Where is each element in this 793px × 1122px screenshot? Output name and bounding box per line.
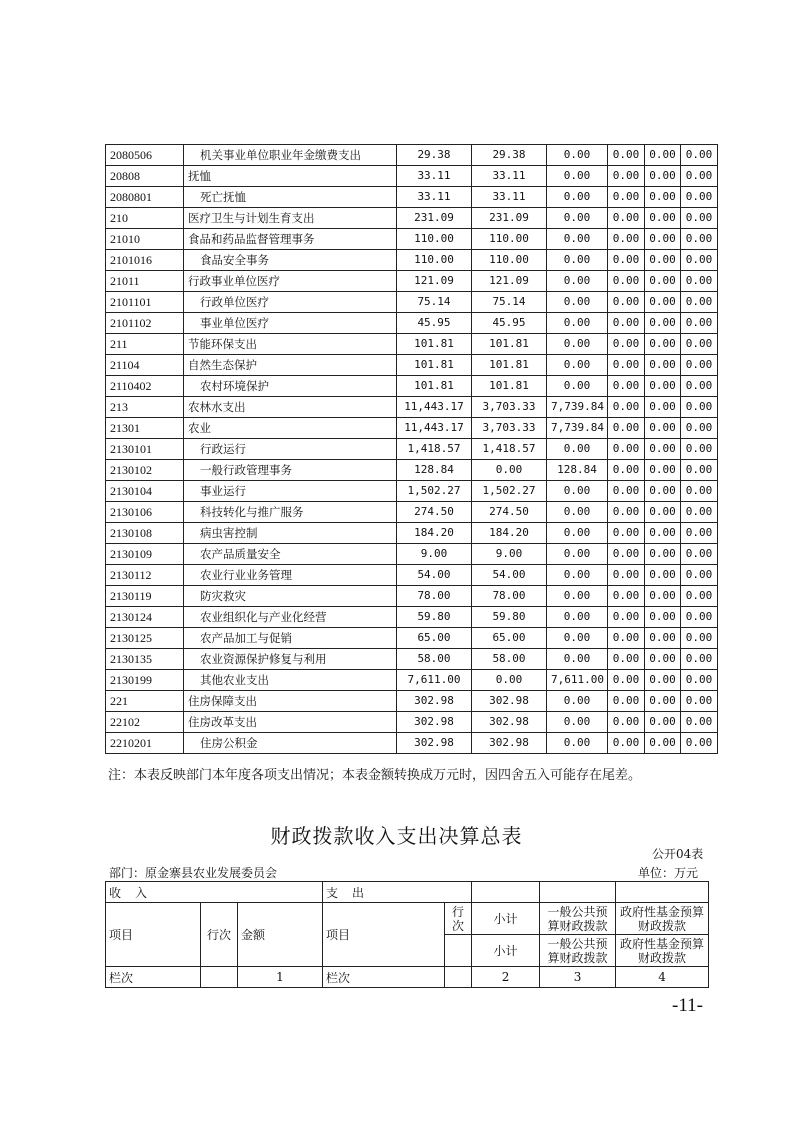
income-item-header: 项目 (106, 903, 201, 967)
amount-cell: 0.00 (608, 397, 645, 418)
amount-cell: 0.00 (681, 145, 718, 166)
amount-cell: 0.00 (608, 523, 645, 544)
income-label: 收入 (109, 885, 162, 900)
amount-cell: 0.00 (681, 292, 718, 313)
amount-cell: 7,739.84 (547, 397, 608, 418)
subject-code: 2130101 (106, 439, 184, 460)
subject-code: 2130135 (106, 649, 184, 670)
amount-cell: 9.00 (397, 544, 472, 565)
amount-cell: 0.00 (547, 544, 608, 565)
subject-code: 21301 (106, 418, 184, 439)
amount-cell: 0.00 (645, 544, 681, 565)
table-row (106, 565, 718, 586)
amount-cell: 54.00 (397, 565, 472, 586)
table-row (106, 691, 718, 712)
amount-cell: 0.00 (681, 397, 718, 418)
amount-cell: 3,703.33 (472, 397, 547, 418)
amount-cell: 0.00 (608, 313, 645, 334)
amount-cell: 0.00 (645, 523, 681, 544)
section-title: 财政拨款收入支出决算总表 (270, 824, 523, 848)
amount-cell: 0.00 (547, 334, 608, 355)
amount-cell: 0.00 (608, 187, 645, 208)
column-number: 2 (472, 967, 540, 988)
amount-cell: 54.00 (472, 565, 547, 586)
subject-name: 一般行政管理事务 (184, 460, 397, 481)
amount-cell: 0.00 (547, 691, 608, 712)
amount-cell: 7,739.84 (547, 418, 608, 439)
table-row (106, 271, 718, 292)
amount-cell: 0.00 (608, 229, 645, 250)
amount-cell: 0.00 (645, 628, 681, 649)
amount-cell: 0.00 (608, 418, 645, 439)
column-number: 1 (238, 967, 323, 988)
amount-cell: 0.00 (547, 313, 608, 334)
amount-cell: 0.00 (608, 670, 645, 691)
amount-cell: 0.00 (681, 544, 718, 565)
amount-cell: 302.98 (397, 733, 472, 754)
subject-code: 2130199 (106, 670, 184, 691)
column-number: 3 (540, 967, 616, 988)
amount-cell: 0.00 (645, 355, 681, 376)
amount-cell: 0.00 (645, 691, 681, 712)
general-budget-header: 一般公共预算财政拨款 (540, 935, 616, 967)
amount-cell: 0.00 (547, 481, 608, 502)
table-row (106, 481, 718, 502)
amount-cell: 0.00 (645, 586, 681, 607)
expense-row-no-header: 行次 (445, 903, 472, 935)
subject-code: 21010 (106, 229, 184, 250)
department-label: 部门：原金寨县农业发展委员会 (109, 866, 278, 880)
subject-name: 农产品加工与促销 (184, 628, 397, 649)
amount-cell: 0.00 (547, 229, 608, 250)
amount-cell: 0.00 (681, 481, 718, 502)
amount-cell: 0.00 (608, 271, 645, 292)
subject-name: 住房保障支出 (184, 691, 397, 712)
table-row (106, 208, 718, 229)
amount-cell: 0.00 (645, 460, 681, 481)
amount-cell: 0.00 (547, 649, 608, 670)
amount-cell: 1,418.57 (397, 439, 472, 460)
blank-cell (616, 882, 709, 903)
subject-name: 防灾救灾 (184, 586, 397, 607)
subject-code: 2130119 (106, 586, 184, 607)
subject-name: 抚恤 (184, 166, 397, 187)
amount-cell: 0.00 (547, 166, 608, 187)
amount-cell: 33.11 (397, 187, 472, 208)
amount-cell: 59.80 (397, 607, 472, 628)
amount-cell: 0.00 (681, 691, 718, 712)
amount-cell: 0.00 (472, 460, 547, 481)
table-row (106, 607, 718, 628)
subject-code: 2130108 (106, 523, 184, 544)
amount-cell: 0.00 (608, 460, 645, 481)
amount-cell: 128.84 (547, 460, 608, 481)
amount-cell: 0.00 (645, 145, 681, 166)
amount-cell: 33.11 (397, 166, 472, 187)
amount-cell: 0.00 (681, 523, 718, 544)
amount-cell: 0.00 (681, 313, 718, 334)
blank-cell (445, 935, 472, 967)
subject-name: 自然生态保护 (184, 355, 397, 376)
subject-code: 2130104 (106, 481, 184, 502)
amount-cell: 45.95 (472, 313, 547, 334)
amount-cell: 0.00 (608, 145, 645, 166)
column-row-label: 栏次 (323, 967, 445, 988)
table-row (106, 397, 718, 418)
subject-name: 机关事业单位职业年金缴费支出 (184, 145, 397, 166)
table-row (106, 145, 718, 166)
amount-cell: 0.00 (547, 187, 608, 208)
amount-cell: 0.00 (645, 649, 681, 670)
subject-code: 221 (106, 691, 184, 712)
blank-cell (201, 967, 238, 988)
amount-cell: 0.00 (681, 208, 718, 229)
amount-cell: 0.00 (608, 355, 645, 376)
amount-cell: 58.00 (397, 649, 472, 670)
subject-name: 农业资源保护修复与利用 (184, 649, 397, 670)
amount-cell: 110.00 (397, 229, 472, 250)
table-note: 注：本表反映部门本年度各项支出情况；本表金额转换成万元时，因四舍五入可能存在尾差。 (108, 768, 642, 783)
amount-cell: 0.00 (608, 586, 645, 607)
amount-cell: 29.38 (397, 145, 472, 166)
amount-cell: 0.00 (547, 523, 608, 544)
subject-code: 2080801 (106, 187, 184, 208)
amount-cell: 0.00 (681, 250, 718, 271)
amount-cell: 0.00 (608, 628, 645, 649)
amount-cell: 58.00 (472, 649, 547, 670)
table-row (106, 166, 718, 187)
subject-name: 死亡抚恤 (184, 187, 397, 208)
amount-cell: 0.00 (681, 355, 718, 376)
amount-cell: 121.09 (472, 271, 547, 292)
subject-name: 节能环保支出 (184, 334, 397, 355)
subject-code: 2080506 (106, 145, 184, 166)
subject-code: 2110402 (106, 376, 184, 397)
amount-cell: 0.00 (547, 628, 608, 649)
amount-cell: 302.98 (472, 691, 547, 712)
amount-cell: 0.00 (645, 313, 681, 334)
amount-cell: 11,443.17 (397, 397, 472, 418)
amount-cell: 302.98 (472, 733, 547, 754)
table-row (106, 502, 718, 523)
income-row-no-header: 行次 (201, 903, 238, 967)
subject-name: 医疗卫生与计划生育支出 (184, 208, 397, 229)
subject-name: 其他农业支出 (184, 670, 397, 691)
amount-cell: 101.81 (472, 376, 547, 397)
table-row (106, 712, 718, 733)
subject-code: 21011 (106, 271, 184, 292)
amount-cell: 0.00 (645, 712, 681, 733)
amount-cell: 0.00 (681, 439, 718, 460)
expenditure-table (105, 144, 718, 754)
amount-cell: 78.00 (472, 586, 547, 607)
subject-code: 20808 (106, 166, 184, 187)
table-row (106, 439, 718, 460)
fund-budget-header: 政府性基金预算财政拨款 (616, 935, 709, 967)
amount-cell: 0.00 (645, 250, 681, 271)
amount-cell: 0.00 (645, 670, 681, 691)
subject-name: 农村环境保护 (184, 376, 397, 397)
blank-cell (445, 967, 472, 988)
amount-cell: 33.11 (472, 166, 547, 187)
subject-code: 2101016 (106, 250, 184, 271)
amount-cell: 0.00 (547, 439, 608, 460)
table-row (106, 355, 718, 376)
amount-cell: 0.00 (645, 607, 681, 628)
table-row (106, 376, 718, 397)
amount-cell: 0.00 (547, 355, 608, 376)
amount-cell: 29.38 (472, 145, 547, 166)
page-number: -11- (672, 995, 703, 1016)
amount-cell: 0.00 (645, 481, 681, 502)
amount-cell: 274.50 (397, 502, 472, 523)
expense-label: 支出 (326, 885, 379, 900)
amount-cell: 0.00 (547, 376, 608, 397)
amount-cell: 0.00 (681, 460, 718, 481)
amount-cell: 101.81 (397, 355, 472, 376)
amount-cell: 231.09 (472, 208, 547, 229)
amount-cell: 110.00 (397, 250, 472, 271)
table-row (106, 649, 718, 670)
amount-cell: 0.00 (681, 187, 718, 208)
subject-name: 病虫害控制 (184, 523, 397, 544)
amount-cell: 184.20 (397, 523, 472, 544)
amount-cell: 110.00 (472, 229, 547, 250)
table-row (106, 544, 718, 565)
amount-cell: 3,703.33 (472, 418, 547, 439)
subject-code: 210 (106, 208, 184, 229)
form-number: 公开04表 (652, 847, 704, 861)
amount-cell: 0.00 (645, 733, 681, 754)
amount-cell: 0.00 (608, 439, 645, 460)
subject-name: 住房改革支出 (184, 712, 397, 733)
amount-cell: 0.00 (472, 670, 547, 691)
amount-cell: 0.00 (681, 418, 718, 439)
amount-cell: 0.00 (547, 271, 608, 292)
table-row (106, 523, 718, 544)
amount-cell: 101.81 (397, 334, 472, 355)
amount-cell: 0.00 (681, 712, 718, 733)
amount-cell: 0.00 (608, 502, 645, 523)
subject-code: 2101102 (106, 313, 184, 334)
amount-cell: 101.81 (397, 376, 472, 397)
amount-cell: 0.00 (547, 586, 608, 607)
amount-cell: 0.00 (547, 607, 608, 628)
amount-cell: 0.00 (608, 607, 645, 628)
table-row (106, 229, 718, 250)
subject-code: 2101101 (106, 292, 184, 313)
subtotal-header: 小计 (472, 935, 540, 967)
amount-cell: 0.00 (681, 229, 718, 250)
subject-name: 食品和药品监督管理事务 (184, 229, 397, 250)
table-row (106, 628, 718, 649)
amount-cell: 78.00 (397, 586, 472, 607)
amount-cell: 0.00 (681, 586, 718, 607)
amount-cell: 9.00 (472, 544, 547, 565)
table-row (106, 460, 718, 481)
amount-cell: 0.00 (608, 208, 645, 229)
amount-cell: 0.00 (681, 334, 718, 355)
table-row (106, 418, 718, 439)
subject-name: 事业单位医疗 (184, 313, 397, 334)
amount-cell: 0.00 (645, 208, 681, 229)
subject-code: 211 (106, 334, 184, 355)
amount-cell: 0.00 (681, 502, 718, 523)
column-number: 4 (616, 967, 709, 988)
amount-cell: 0.00 (645, 334, 681, 355)
blank-cell (540, 882, 616, 903)
amount-cell: 302.98 (472, 712, 547, 733)
subject-name: 科技转化与推广服务 (184, 502, 397, 523)
amount-cell: 0.00 (608, 565, 645, 586)
amount-cell: 0.00 (645, 292, 681, 313)
subject-code: 2130106 (106, 502, 184, 523)
unit-label: 单位：万元 (638, 866, 699, 880)
amount-cell: 0.00 (608, 376, 645, 397)
amount-cell: 0.00 (608, 166, 645, 187)
table-row (106, 334, 718, 355)
amount-cell: 65.00 (397, 628, 472, 649)
subject-code: 2210201 (106, 733, 184, 754)
amount-cell: 0.00 (547, 712, 608, 733)
amount-cell: 0.00 (645, 418, 681, 439)
amount-cell: 0.00 (645, 439, 681, 460)
amount-cell: 0.00 (608, 691, 645, 712)
subject-name: 农业行业业务管理 (184, 565, 397, 586)
column-row-label: 栏次 (106, 967, 201, 988)
amount-cell: 65.00 (472, 628, 547, 649)
amount-cell: 0.00 (547, 250, 608, 271)
amount-cell: 0.00 (645, 502, 681, 523)
amount-cell: 0.00 (681, 376, 718, 397)
table-row (106, 313, 718, 334)
fund-budget-header: 政府性基金预算财政拨款 (616, 903, 709, 935)
subject-name: 食品安全事务 (184, 250, 397, 271)
table-row (106, 250, 718, 271)
amount-cell: 1,502.27 (472, 481, 547, 502)
amount-cell: 0.00 (608, 334, 645, 355)
subject-code: 213 (106, 397, 184, 418)
subject-name: 行政运行 (184, 439, 397, 460)
amount-cell: 101.81 (472, 334, 547, 355)
amount-cell: 121.09 (397, 271, 472, 292)
amount-cell: 0.00 (681, 607, 718, 628)
summary-table (105, 881, 709, 988)
amount-cell: 0.00 (547, 565, 608, 586)
amount-cell: 0.00 (547, 292, 608, 313)
subject-code: 2130125 (106, 628, 184, 649)
amount-cell: 0.00 (547, 208, 608, 229)
amount-cell: 0.00 (681, 628, 718, 649)
subject-name: 农业 (184, 418, 397, 439)
amount-cell: 75.14 (472, 292, 547, 313)
amount-cell: 0.00 (681, 565, 718, 586)
subject-name: 行政单位医疗 (184, 292, 397, 313)
blank-cell (472, 882, 540, 903)
subject-name: 住房公积金 (184, 733, 397, 754)
amount-cell: 0.00 (681, 733, 718, 754)
amount-cell: 7,611.00 (397, 670, 472, 691)
income-header (106, 882, 323, 903)
amount-cell: 1,418.57 (472, 439, 547, 460)
subject-name: 农产品质量安全 (184, 544, 397, 565)
table-row (106, 187, 718, 208)
amount-cell: 0.00 (645, 376, 681, 397)
amount-cell: 302.98 (397, 712, 472, 733)
general-budget-header: 一般公共预算财政拨款 (540, 903, 616, 935)
amount-cell: 0.00 (645, 565, 681, 586)
table-row (106, 586, 718, 607)
amount-cell: 0.00 (645, 271, 681, 292)
table-row (106, 292, 718, 313)
subject-code: 22102 (106, 712, 184, 733)
amount-cell: 231.09 (397, 208, 472, 229)
amount-cell: 1,502.27 (397, 481, 472, 502)
amount-cell: 101.81 (472, 355, 547, 376)
amount-cell: 0.00 (547, 145, 608, 166)
subject-name: 事业运行 (184, 481, 397, 502)
amount-cell: 0.00 (681, 271, 718, 292)
amount-cell: 0.00 (547, 502, 608, 523)
amount-cell: 0.00 (608, 292, 645, 313)
amount-cell: 274.50 (472, 502, 547, 523)
amount-cell: 0.00 (608, 544, 645, 565)
amount-cell: 0.00 (608, 649, 645, 670)
table-row (106, 733, 718, 754)
expense-item-header: 项目 (323, 903, 445, 967)
amount-cell: 0.00 (645, 229, 681, 250)
amount-cell: 11,443.17 (397, 418, 472, 439)
expense-header (323, 882, 472, 903)
subject-code: 2130102 (106, 460, 184, 481)
amount-cell: 0.00 (608, 481, 645, 502)
subject-name: 行政事业单位医疗 (184, 271, 397, 292)
amount-cell: 0.00 (608, 733, 645, 754)
amount-cell: 0.00 (681, 166, 718, 187)
amount-cell: 0.00 (645, 187, 681, 208)
amount-cell: 0.00 (645, 166, 681, 187)
amount-cell: 0.00 (681, 649, 718, 670)
amount-cell: 302.98 (397, 691, 472, 712)
subject-code: 21104 (106, 355, 184, 376)
amount-cell: 7,611.00 (547, 670, 608, 691)
amount-cell: 0.00 (547, 733, 608, 754)
amount-cell: 0.00 (681, 670, 718, 691)
table-row (106, 670, 718, 691)
amount-cell: 75.14 (397, 292, 472, 313)
amount-cell: 110.00 (472, 250, 547, 271)
amount-cell: 184.20 (472, 523, 547, 544)
subject-code: 2130112 (106, 565, 184, 586)
amount-cell: 0.00 (608, 712, 645, 733)
subject-code: 2130124 (106, 607, 184, 628)
subject-code: 2130109 (106, 544, 184, 565)
subtotal-header: 小计 (472, 903, 540, 935)
subject-name: 农林水支出 (184, 397, 397, 418)
income-amount-header: 金额 (238, 903, 323, 967)
subject-name: 农业组织化与产业化经营 (184, 607, 397, 628)
amount-cell: 0.00 (608, 250, 645, 271)
amount-cell: 59.80 (472, 607, 547, 628)
amount-cell: 45.95 (397, 313, 472, 334)
amount-cell: 33.11 (472, 187, 547, 208)
amount-cell: 0.00 (645, 397, 681, 418)
amount-cell: 128.84 (397, 460, 472, 481)
